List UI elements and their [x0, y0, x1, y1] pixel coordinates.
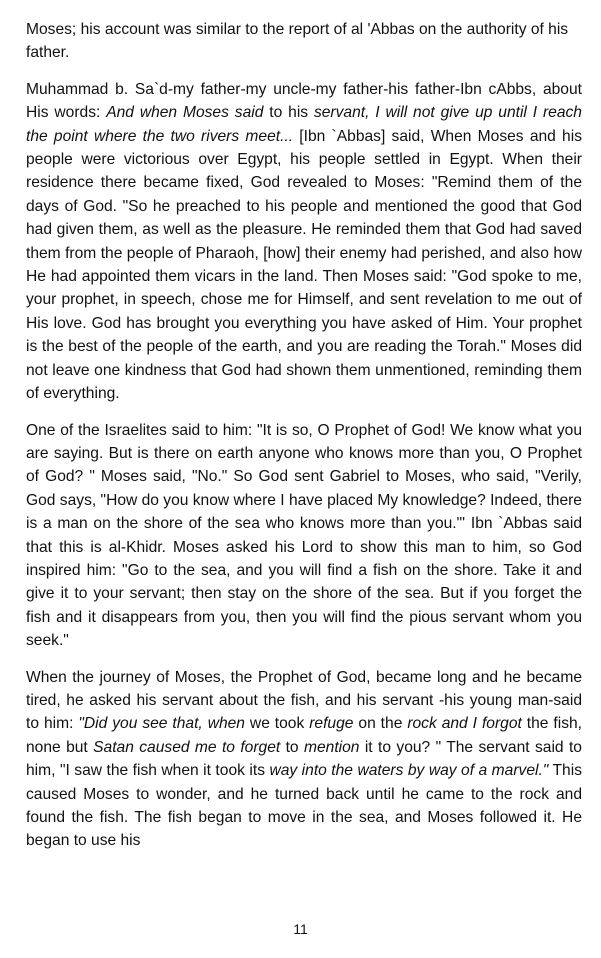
body-text: One of the Israelites said to him: "It is so, O Prophet of God! We know what you are saying. But is there on earth anyone who knows more than you, O Prophet of God? " Moses said, "No." So God sent Gabriel to Moses, who said, "Verily, God says, "How do you know where I have placed My knowledge? Indeed, there is a man on the shore of the sea who knows more than you."' Ibn `Abbas said that this is al-Khidr. Moses asked his Lord to show this man to him, so God inspired him: "Go to the sea, and you will find a fish on the shore. Take it and give it to your servant; then stay on the shore of the sea. But if you forget the fish and it disappears from you, then you will find the pious servant whom you seek." [26, 421, 582, 650]
body-text: When the journey of Moses, the Prophet of God, became long and he became tired, he asked his servant about the fish, and his servant -his young man-said to him: [26, 668, 582, 733]
body-text: we took [244, 715, 310, 733]
paragraph-3 [26, 419, 582, 653]
paragraph-1 [26, 18, 582, 65]
italic-quote-text: refuge [309, 715, 354, 733]
italic-quote-text: way into the waters by way of a marvel." [269, 762, 549, 780]
italic-quote-text: servant, I will not give up until I reach the point where the two rivers meet... [26, 104, 582, 145]
body-text: This caused Moses to wonder, and he turned back until he came to the rock and found the fish. The fish began to move in the sea, and Moses followed it. He began to use his [26, 762, 582, 850]
body-text: to his [263, 104, 314, 122]
italic-quote-text: And when Moses said [106, 104, 264, 122]
paragraph-2 [26, 78, 582, 406]
page-number: 11 [293, 921, 308, 937]
body-text: the fish, none but [26, 715, 582, 756]
body-text: [Ibn `Abbas] said, When Moses and his people were victorious over Egypt, his people settled in Egypt. When their residence there became fixed, God revealed to Moses: "Remind them of the days of God. "So he preached to his people and mentioned the good that God had given them, as well as the pleasure. He reminded them that God had saved them from the people of Pharaoh, [how] their enemy had perished, and also how He had appointed them vicars in the land. Then Moses said: "God spoke to me, your prophet, in speech, chose me for Himself, and sent revelation to me out of His love. God has brought you everything you have asked of Him. Your prophet is the best of the people of the earth, and you are reading the Torah." Moses did not leave one kindness that God had shown them unmentioned, reminding them of everything. [26, 127, 582, 403]
body-text: on the [353, 715, 408, 733]
body-text: Muhammad b. Sa`d-my father-my uncle-my father-his father-Ibn cAbbs, about His words: [26, 80, 582, 122]
italic-quote-text: Satan caused me to forget [93, 738, 281, 756]
italic-quote-text: mention [303, 738, 360, 756]
body-text: to [280, 738, 304, 756]
italic-quote-text: rock and I forgot [407, 715, 522, 733]
italic-quote-text: "Did you see that, when [78, 715, 245, 733]
body-text: it to you? " The servant said to him, "I saw the fish when it took its [26, 738, 582, 780]
page-body [26, 18, 582, 866]
paragraph-4 [26, 666, 582, 853]
body-text: Moses; his account was similar to the report of al 'Abbas on the authority of his father. [26, 21, 569, 62]
